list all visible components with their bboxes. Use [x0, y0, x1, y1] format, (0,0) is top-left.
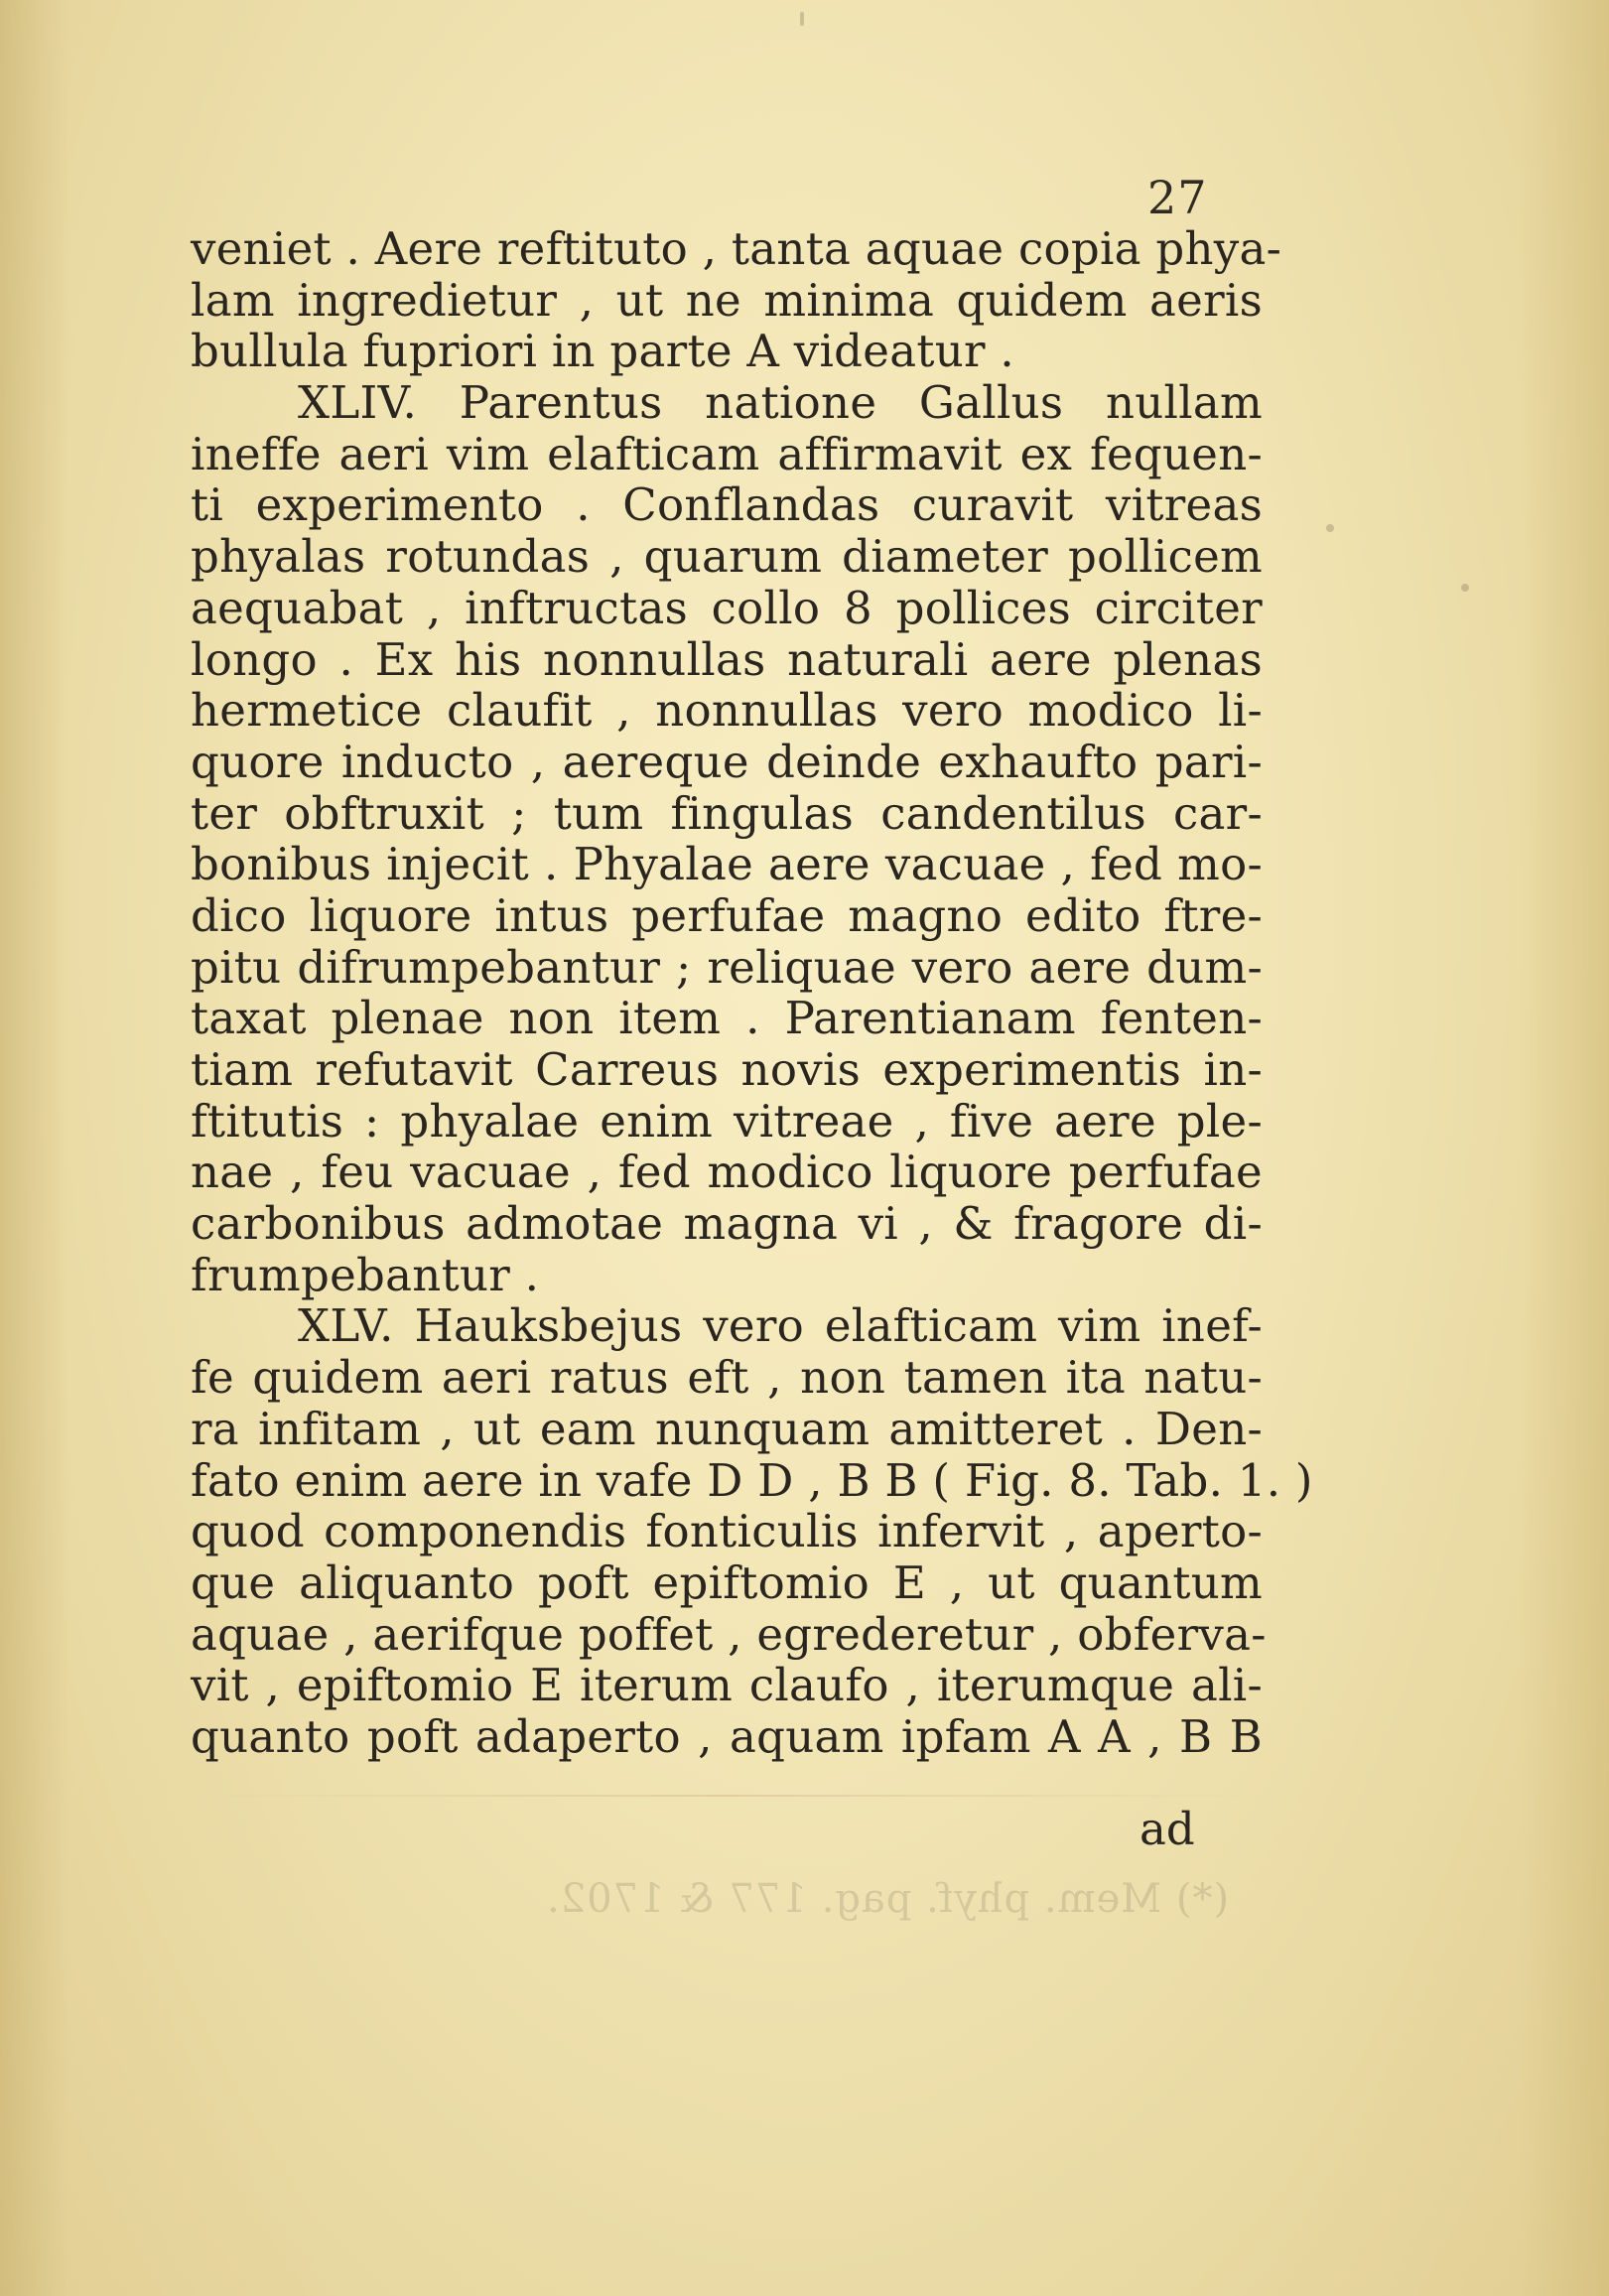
text-line: fe quidem aeri ratus eft , non tamen ita natu- — [191, 1351, 1263, 1405]
paper-speck — [800, 12, 804, 26]
section-heading-xliv: XLIV. Parentus natione Gallus nullam — [298, 376, 1263, 430]
text-line: quod componendis fonticulis infervit , aperto- — [191, 1505, 1263, 1558]
text-line: tiam refutavit Carreus novis experimentis in- — [191, 1043, 1263, 1096]
section-heading-xlv: XLV. Hauksbejus vero elafticam vim inef- — [298, 1299, 1263, 1353]
page-number: 27 — [1147, 171, 1208, 224]
text-line: phyalas rotundas , quarum diameter pollicem — [191, 530, 1263, 584]
page-shadow-right — [1520, 0, 1609, 2296]
text-line: ineffe aeri vim elafticam affirmavit ex fequen- — [191, 427, 1263, 480]
paper-speck — [1326, 524, 1334, 532]
body-text — [191, 222, 1313, 1763]
text-line: carbonibus admotae magna vi , & fragore di- — [191, 1197, 1263, 1251]
text-line: ftitutis : phyalae enim vitreae , five aere ple- — [191, 1094, 1263, 1148]
paper-speck — [1461, 584, 1469, 592]
text-line: veniet . Aere reftituto , tanta aquae copia phya- — [191, 222, 1282, 275]
text-line: dico liquore intus perfufae magno edito ftre- — [191, 888, 1263, 942]
text-line: aquae , aerifque poffet , egrederetur , obferva- — [191, 1607, 1267, 1661]
text-line: pitu difrumpebantur ; reliquae vero aere dum- — [191, 940, 1263, 994]
text-line: hermetice claufit , nonnullas vero modico li- — [191, 684, 1263, 738]
text-line: frumpebantur . — [191, 1248, 540, 1301]
text-line: longo . Ex his nonnullas naturali aere plenas — [191, 632, 1263, 686]
footer-rule — [189, 1795, 1261, 1797]
text-line: bullula fupriori in parte A videatur . — [191, 325, 1015, 378]
text-line: ra infitam , ut eam nunquam amitteret . Den- — [191, 1402, 1263, 1455]
text-line: nae , feu vacuae , fed modico liquore perfufae — [191, 1146, 1263, 1199]
text-line: ti experimento . Conflandas curavit vitreas — [191, 478, 1263, 532]
text-line: lam ingredietur , ut ne minima quidem aeris — [191, 273, 1263, 327]
text-line: taxat plenae non item . Parentianam fenten- — [191, 992, 1263, 1045]
text-line: vit , epiftomio E iterum claufo , iterumque ali- — [191, 1659, 1263, 1712]
text-line: aequabat , inftructas collo 8 pollices circiter — [191, 581, 1263, 634]
text-line: fato enim aere in vafe D D , B B ( Fig. 8. Tab. 1. ) — [191, 1453, 1313, 1507]
catchword: ad — [1140, 1803, 1195, 1855]
text-line: ter obftruxit ; tum fingulas candentilus car- — [191, 786, 1263, 840]
text-line: que aliquanto poft epiftomio E , ut quantum — [191, 1555, 1263, 1609]
text-line: quore inducto , aereque deinde exhaufto pari- — [191, 735, 1263, 788]
text-line: quanto poft adaperto , aquam ipfam A A , B B — [191, 1709, 1263, 1763]
bleed-through-text: (*) Mem. phyf. pag. 177 & 1702. — [546, 1876, 1230, 1922]
text-line: bonibus injecit . Phyalae aere vacuae , fed mo- — [191, 838, 1263, 891]
page-shadow-left — [0, 0, 69, 2296]
